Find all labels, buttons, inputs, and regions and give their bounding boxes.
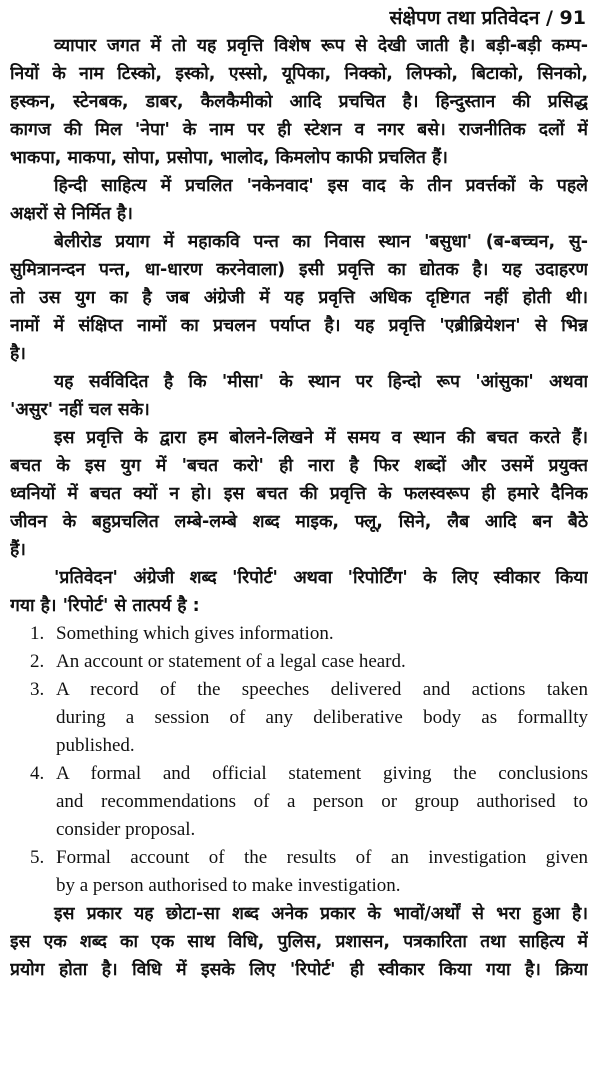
paragraph-line: नामों में संक्षिप्त नामों का प्रचलन पर्याप्त है। यह प्रवृत्ति 'एब्रीब्रियेशन' से भिन्न bbox=[10, 316, 588, 336]
paragraph-line: प्रयोग होता है। विधि में इसके लिए 'रिपोर्ट' ही स्वीकार किया गया है। क्रिया bbox=[10, 960, 588, 980]
paragraph-line: सुमित्रानन्दन पन्त, धा-धारण करनेवाला) इसी प्रवृत्ति का द्योतक है। यह उदाहरण bbox=[10, 260, 588, 280]
list-number: 1. bbox=[30, 623, 45, 644]
list-item-line bbox=[10, 816, 588, 844]
paragraph-line: हस्कन, स्टेनबक, डाबर, कैलकैमीको आदि प्रचचित है। हिन्दुस्तान की प्रसिद्ध bbox=[10, 92, 588, 112]
paragraph-line: इस एक शब्द का एक साथ विधि, पुलिस, प्रशासन, पत्रकारिता तथा साहित्य में bbox=[10, 932, 588, 952]
paragraph-line: तो उस युग का है जब अंग्रेजी में यह प्रवृत्ति अधिक दृष्टिगत नहीं होती थी। bbox=[10, 288, 588, 308]
paragraph-line: इस प्रवृत्ति के द्वारा हम बोलने-लिखने में समय व स्थान की बचत करते हैं। bbox=[54, 428, 588, 448]
paragraph-line: भाकपा, माकपा, सोपा, प्रसोपा, भालोद, किमलोप काफी प्रचलित हैं। bbox=[10, 148, 448, 168]
list-item-line bbox=[10, 676, 588, 704]
paragraph-line: हिन्दी साहित्य में प्रचलित 'नकेनवाद' इस वाद के तीन प्रवर्त्तकों के पहले bbox=[54, 176, 588, 196]
list-text: and recommendations of a person or group authorised to bbox=[56, 791, 588, 812]
list-text: by a person authorised to make investigation. bbox=[56, 875, 401, 896]
paragraph-line: 'असुर' नहीं चल सके। bbox=[10, 400, 150, 420]
paragraph-line: अक्षरों से निर्मित है। bbox=[10, 204, 133, 224]
list-item-line bbox=[10, 648, 588, 676]
list-text: An account or statement of a legal case heard. bbox=[56, 651, 406, 672]
paragraph-line: बेलीरोड प्रयाग में महाकवि पन्त का निवास स्थान 'बसुधा' (ब-बच्चन, सु- bbox=[54, 232, 588, 252]
page-body bbox=[10, 32, 588, 984]
list-number: 2. bbox=[30, 651, 45, 672]
list-number: 5. bbox=[30, 847, 45, 868]
list-text: during a session of any deliberative body as formallty bbox=[56, 707, 588, 728]
paragraph-line: गया है। 'रिपोर्ट' से तात्पर्य है : bbox=[10, 596, 200, 616]
running-header: संक्षेपण तथा प्रतिवेदन / 91 bbox=[389, 7, 586, 29]
paragraph-line: इस प्रकार यह छोटा-सा शब्द अनेक प्रकार के भावों/अर्थों से भरा हुआ है। bbox=[54, 904, 588, 924]
list-text: A record of the speeches delivered and actions taken bbox=[56, 679, 588, 700]
paragraph-line: व्यापार जगत में तो यह प्रवृत्ति विशेष रूप से देखी जाती है। बड़ी-बड़ी कम्प- bbox=[54, 36, 588, 56]
paragraph-line: ध्वनियों में बचत क्यों न हो। इस बचत की प्रवृत्ति के फलस्वरूप ही हमारे दैनिक bbox=[10, 484, 588, 504]
list-text: Formal account of the results of an investigation given bbox=[56, 847, 588, 868]
list-item-line bbox=[10, 844, 588, 872]
paragraph-line: है। bbox=[10, 344, 26, 364]
list-number: 4. bbox=[30, 763, 45, 784]
paragraph-line: जीवन के बहुप्रचलित लम्बे-लम्बे शब्द माइक, फ्लू, सिने, लैब आदि बन बैठे bbox=[10, 512, 588, 532]
list-text: published. bbox=[56, 735, 135, 756]
paragraph-line: कागज की मिल 'नेपा' के नाम पर ही स्टेशन व नगर बसे। राजनीतिक दलों में bbox=[10, 120, 588, 140]
paragraph-line: नियों के नाम टिस्को, इस्को, एस्सो, यूपिका, निक्को, लिफ्को, बिटाको, सिनको, bbox=[10, 64, 588, 84]
paragraph-line: हैं। bbox=[10, 540, 26, 560]
paragraph-line: यह सर्वविदित है कि 'मीसा' के स्थान पर हिन्दो रूप 'आंसुका' अथवा bbox=[54, 372, 588, 392]
paragraph-line: 'प्रतिवेदन' अंग्रेजी शब्द 'रिपोर्ट' अथवा 'रिपोर्टिंग' के लिए स्वीकार किया bbox=[54, 568, 588, 588]
list-item-line bbox=[10, 620, 588, 648]
list-item-line bbox=[10, 872, 588, 900]
list-text: A formal and official statement giving the conclusions bbox=[56, 763, 588, 784]
list-number: 3. bbox=[30, 679, 45, 700]
list-item-line bbox=[10, 704, 588, 732]
list-text: Something which gives information. bbox=[56, 623, 334, 644]
list-item-line bbox=[10, 760, 588, 788]
list-text: consider proposal. bbox=[56, 819, 196, 840]
list-item-line bbox=[10, 788, 588, 816]
paragraph-line: बचत के इस युग में 'बचत करो' ही नारा है फिर शब्दों और उसमें प्रयुक्त bbox=[10, 456, 588, 476]
list-item-line bbox=[10, 732, 588, 760]
